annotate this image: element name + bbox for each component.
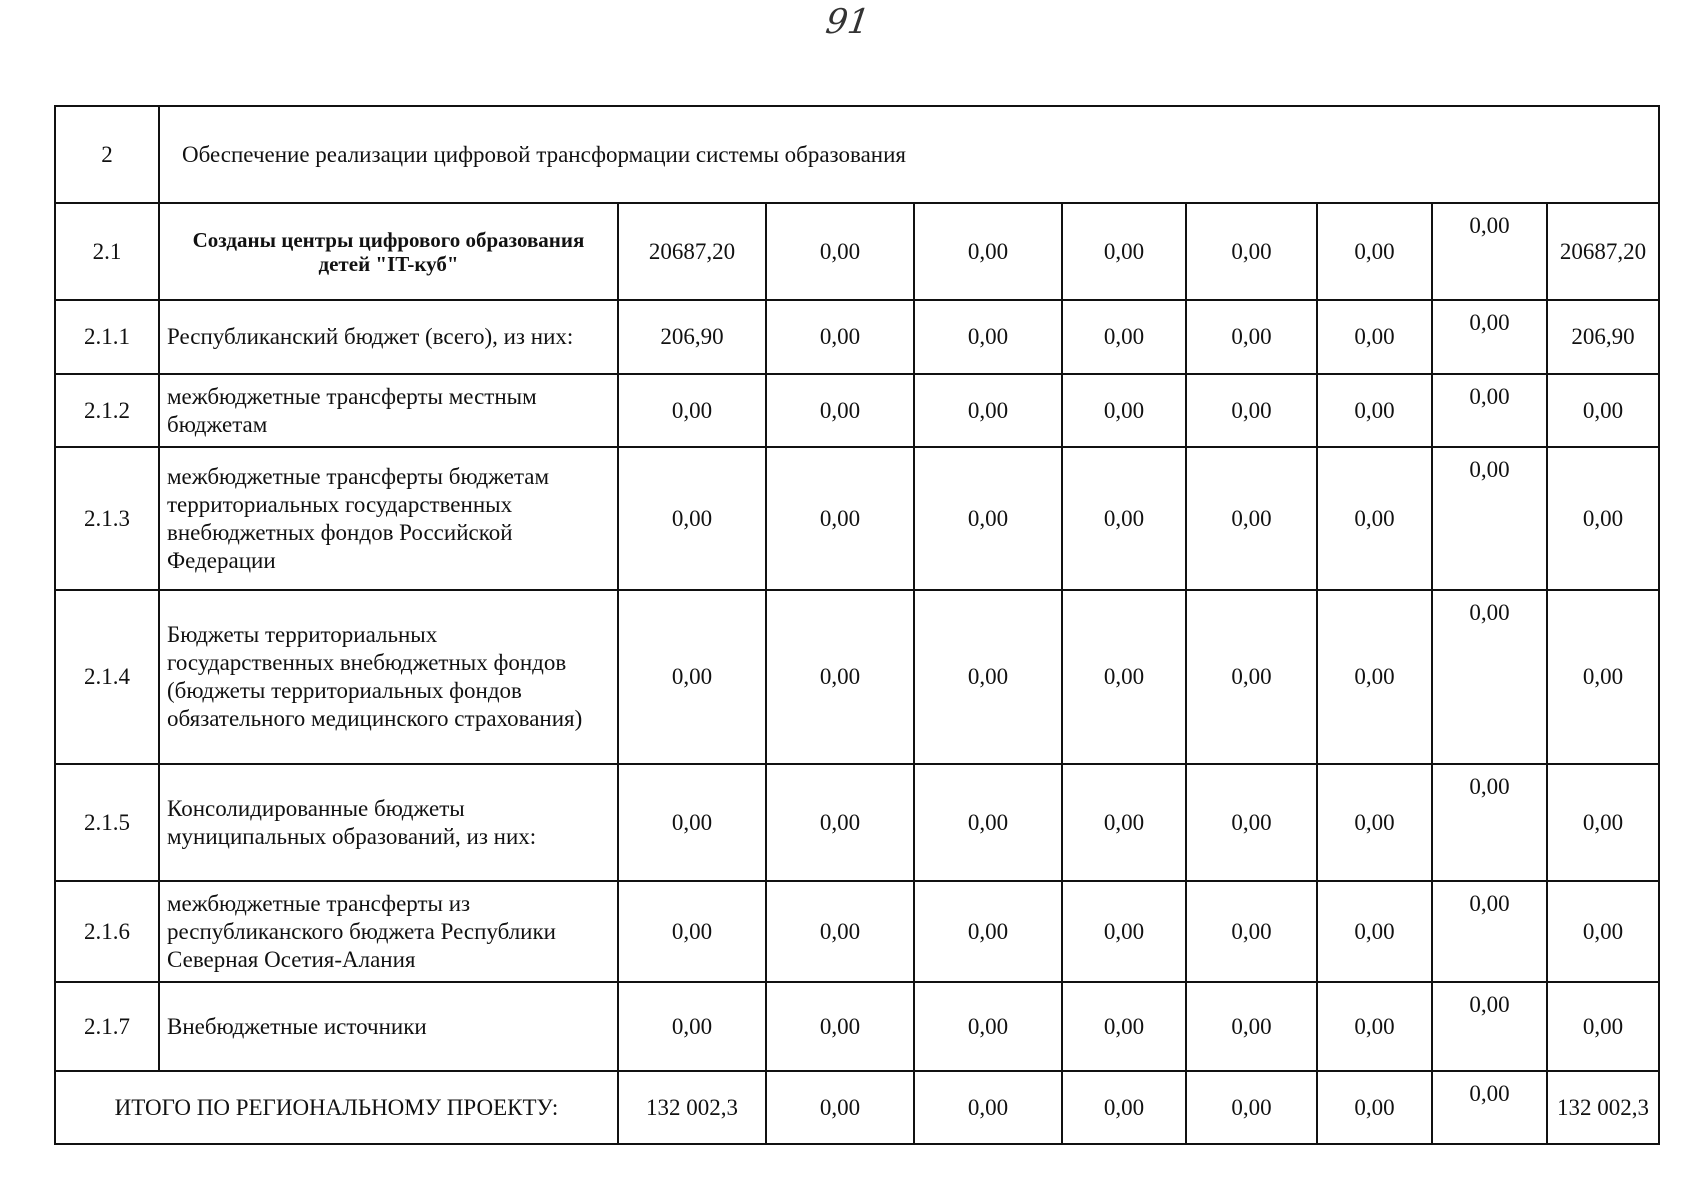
row-name: межбюджетные трансферты бюджетам территориальных государственных внебюджетных фондов Российской Федерации [159,447,618,590]
row-name: межбюджетные трансферты местным бюджетам [159,374,618,447]
value-cell: 0,00 [1317,374,1432,447]
value-cell: 0,00 [1062,590,1186,764]
value-cell: 0,00 [766,590,914,764]
value-cell: 0,00 [618,374,766,447]
table-row [55,982,1659,1071]
value-cell: 0,00 [1432,300,1547,374]
row-number: 2.1.3 [55,447,159,590]
value-cell: 0,00 [1317,881,1432,982]
value-cell: 0,00 [618,764,766,881]
section-number: 2 [55,106,159,203]
row-name: Внебюджетные источники [159,982,618,1071]
row-number: 2.1 [55,203,159,300]
section-row [55,106,1659,203]
row-name: Консолидированные бюджеты муниципальных образований, из них: [159,764,618,881]
table-row [55,203,1659,300]
table-row [55,590,1659,764]
value-cell: 0,00 [1062,374,1186,447]
total-value-cell: 0,00 [914,1071,1062,1144]
table-row [55,764,1659,881]
total-row [55,1071,1659,1144]
value-cell: 0,00 [766,764,914,881]
value-cell: 0,00 [618,982,766,1071]
value-cell: 20687,20 [618,203,766,300]
value-cell: 206,90 [618,300,766,374]
value-cell: 0,00 [1317,590,1432,764]
value-cell: 0,00 [618,447,766,590]
total-value-cell: 132 002,3 [1547,1071,1659,1144]
value-cell: 0,00 [1547,764,1659,881]
value-cell: 0,00 [914,374,1062,447]
value-cell: 0,00 [1317,447,1432,590]
value-cell: 0,00 [766,203,914,300]
value-cell: 0,00 [1186,881,1317,982]
value-cell: 0,00 [914,881,1062,982]
total-label: ИТОГО ПО РЕГИОНАЛЬНОМУ ПРОЕКТУ: [55,1071,618,1144]
value-cell: 0,00 [1317,764,1432,881]
row-name: Бюджеты территориальных государственных внебюджетных фондов (бюджеты территориальных фондов обязательного медицинского страхования) [159,590,618,764]
value-cell: 0,00 [1432,982,1547,1071]
row-number: 2.1.1 [55,300,159,374]
value-cell: 0,00 [1186,590,1317,764]
budget-table [54,105,1660,1145]
total-value-cell: 0,00 [766,1071,914,1144]
value-cell: 0,00 [1062,203,1186,300]
page-number: 91 [823,2,873,42]
value-cell: 0,00 [1186,203,1317,300]
value-cell: 0,00 [1186,447,1317,590]
value-cell: 0,00 [914,203,1062,300]
value-cell: 0,00 [914,590,1062,764]
value-cell: 0,00 [1186,982,1317,1071]
value-cell: 0,00 [1547,982,1659,1071]
value-cell: 0,00 [1547,374,1659,447]
value-cell: 0,00 [914,300,1062,374]
value-cell: 0,00 [1317,203,1432,300]
value-cell: 0,00 [1062,982,1186,1071]
row-name: межбюджетные трансферты из республиканского бюджета Республики Северная Осетия-Алания [159,881,618,982]
value-cell: 0,00 [766,881,914,982]
value-cell: 0,00 [1062,447,1186,590]
value-cell: 0,00 [1432,764,1547,881]
section-title: Обеспечение реализации цифровой трансформации системы образования [159,106,1659,203]
value-cell: 0,00 [1186,764,1317,881]
value-cell: 0,00 [1547,881,1659,982]
value-cell: 20687,20 [1547,203,1659,300]
row-number: 2.1.6 [55,881,159,982]
total-value-cell: 0,00 [1186,1071,1317,1144]
value-cell: 0,00 [1432,590,1547,764]
value-cell: 0,00 [914,982,1062,1071]
value-cell: 0,00 [1432,374,1547,447]
table-row [55,374,1659,447]
value-cell: 0,00 [1186,374,1317,447]
value-cell: 206,90 [1547,300,1659,374]
total-value-cell: 0,00 [1062,1071,1186,1144]
total-value-cell: 132 002,3 [618,1071,766,1144]
total-value-cell: 0,00 [1317,1071,1432,1144]
row-number: 2.1.4 [55,590,159,764]
row-number: 2.1.7 [55,982,159,1071]
value-cell: 0,00 [1547,590,1659,764]
value-cell: 0,00 [1317,982,1432,1071]
value-cell: 0,00 [1062,764,1186,881]
value-cell: 0,00 [1186,300,1317,374]
table-row [55,300,1659,374]
total-value-cell: 0,00 [1432,1071,1547,1144]
value-cell: 0,00 [766,300,914,374]
table-row [55,447,1659,590]
value-cell: 0,00 [914,764,1062,881]
value-cell: 0,00 [914,447,1062,590]
value-cell: 0,00 [1062,881,1186,982]
row-number: 2.1.2 [55,374,159,447]
value-cell: 0,00 [1432,881,1547,982]
value-cell: 0,00 [1432,447,1547,590]
table-row [55,881,1659,982]
value-cell: 0,00 [1432,203,1547,300]
value-cell: 0,00 [1317,300,1432,374]
row-name: Созданы центры цифрового образования детей "IT-куб" [159,203,618,300]
value-cell: 0,00 [618,590,766,764]
row-name: Республиканский бюджет (всего), из них: [159,300,618,374]
value-cell: 0,00 [766,982,914,1071]
row-number: 2.1.5 [55,764,159,881]
value-cell: 0,00 [766,374,914,447]
value-cell: 0,00 [766,447,914,590]
value-cell: 0,00 [1547,447,1659,590]
value-cell: 0,00 [618,881,766,982]
value-cell: 0,00 [1062,300,1186,374]
